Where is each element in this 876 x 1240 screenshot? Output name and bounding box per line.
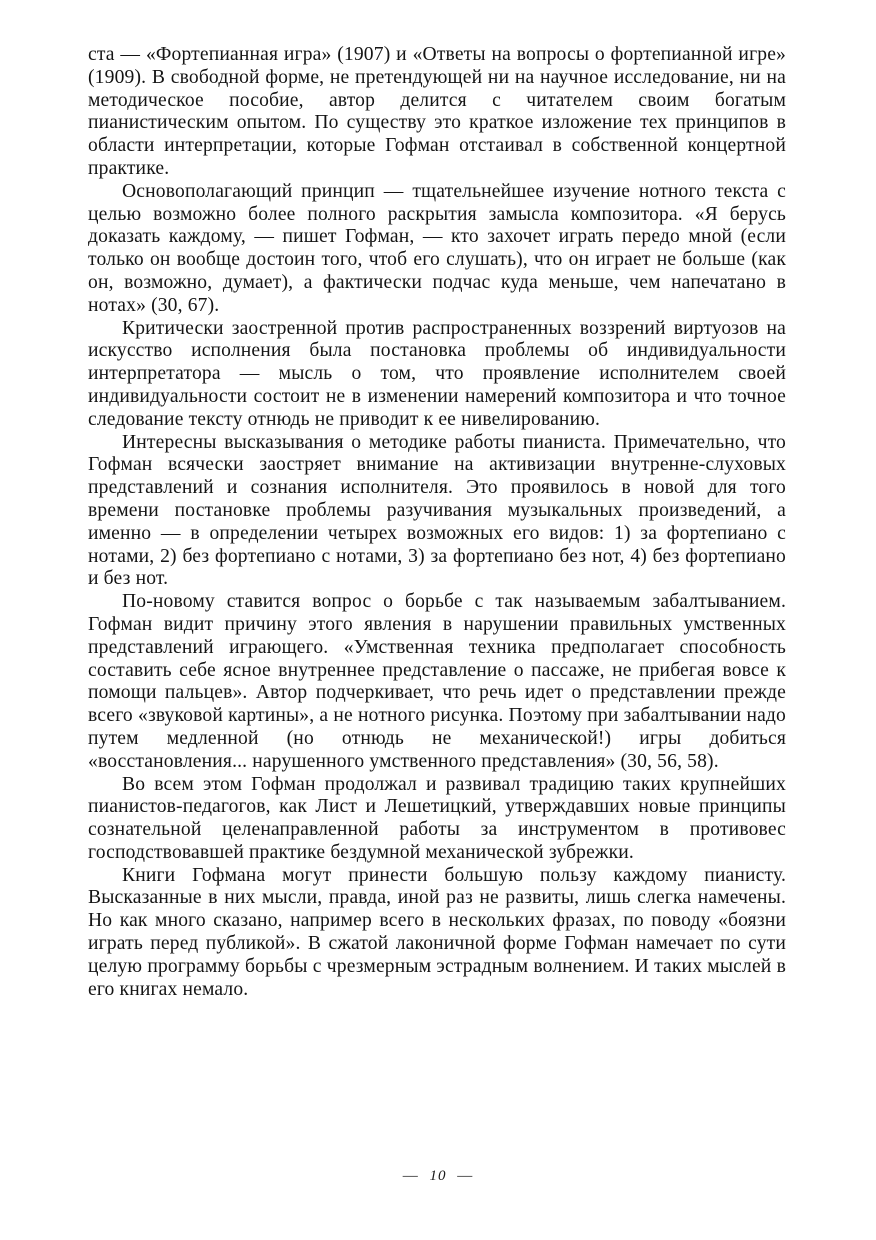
page-number: 10	[429, 1168, 447, 1184]
page-body	[88, 44, 786, 1001]
page-footer	[0, 1168, 876, 1185]
paragraph-individuality: Критически заостренной против распространенных воззрений виртуозов на искусство исполнения была постановка проблемы об индивидуальности интерпретатора — мысль о том, что проявление исполнителем своей индивидуальности состоит не в изменении намерений композитора и что точное следование тексту отнюдь не приводит к ее нивелированию.	[88, 317, 786, 430]
footer-dash-left: —	[402, 1168, 419, 1184]
paragraph-continuation: ста — «Фортепианная игра» (1907) и «Ответы на вопросы о фортепианной игре» (1909). В свободной форме, не претендующей ни на научное исследование, ни на методическое пособие, автор делится с читателем своим богатым пианистическим опытом. По существу это краткое изложение тех принципов в области интерпретации, которые Гофман отстаивал в собственной концертной практике.	[88, 44, 786, 179]
paragraph-method: Интересны высказывания о методике работы пианиста. Примечательно, что Гофман всячески заостряет внимание на активизации внутренне-слуховых представлений и сознания исполнителя. Это проявилось в новой для того времени постановке проблемы разучивания музыкальных произведений, а именно — в определении четырех возможных его видов: 1) за фортепиано с нотами, 2) без фортепиано с нотами, 3) за фортепиано без нот, 4) без фортепиано и без нот.	[88, 431, 786, 590]
paragraph-tradition: Во всем этом Гофман продолжал и развивал традицию таких крупнейших пианистов-педагогов, как Лист и Лешетицкий, утверждавших новые принципы сознательной целенаправленной работы за инструментом в противовес господствовавшей практике бездумной механической зубрежки.	[88, 773, 786, 863]
paragraph-stumbling: По-новому ставится вопрос о борьбе с так называемым забалтыванием. Гофман видит причину этого явления в нарушении правильных умственных представлений играющего. «Умственная техника предполагает способность составить себе ясное внутреннее представление о пассаже, не прибегая вовсе к помощи пальцев». Автор подчеркивает, что речь идет о представлении прежде всего «звуковой картины», а не нотного рисунка. Поэтому при забалтывании надо путем медленной (но отнюдь не механической!) игры добиться «восстановления... нарушенного умственного представления» (30, 56, 58).	[88, 591, 786, 772]
paragraph-books: Книги Гофмана могут принести большую пользу каждому пианисту. Высказанные в них мысли, правда, иной раз не развиты, лишь слегка намечены. Но как много сказано, например всего в нескольких фразах, по поводу «боязни играть перед публикой». В сжатой лаконичной форме Гофман намечает по сути целую программу борьбы с чрезмерным эстрадным волнением. И таких мыслей в его книгах немало.	[88, 864, 786, 1000]
footer-dash-right: —	[457, 1168, 474, 1184]
paragraph-principle: Основополагающий принцип — тщательнейшее изучение нотного текста с целью возможно более полного раскрытия замысла композитора. «Я берусь доказать каждому, — пишет Гофман, — кто захочет играть передо мной (если только он вообще достоин того, чтоб его слушать), что он играет не больше (как он, возможно, думает), а фактически подчас куда меньше, чем напечатано в нотах» (30, 67).	[88, 180, 786, 316]
